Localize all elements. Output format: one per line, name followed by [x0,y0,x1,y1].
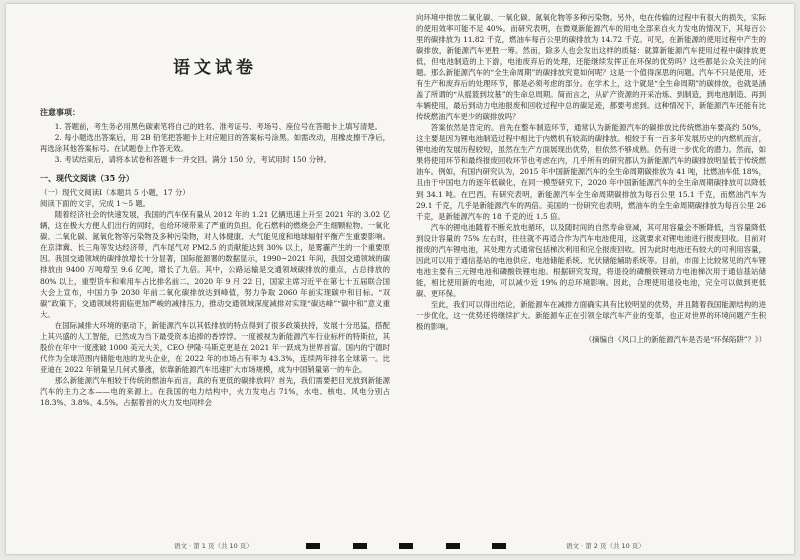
right-column [416,12,766,550]
body-paragraph: 随着经济社会的快速发展，我国的汽车保有量从 2012 年的 1.21 亿辆迅速上升至 2021 年的 3.02 亿辆，这在极大方便人们出行的同时，也给环境带来了严重的负担。化石燃料的燃烧会产生细颗粒物、一氧化碳、二氧化碳、氮氧化物等污染物及多种污染物，对人体健康、大气能见度和地球辐射平衡产生重要影响。在京津冀、长三角等发达经济带，汽车尾气对 PM2.5 的贡献能达到 30% 以上，是雾霾产生的一个重要原因。我国交通领域的碳排放增长十分显著，国际能源署的数据显示，1990~2021 年间，我国交通领域的碳排放由 9400 万吨增至 9.6 亿吨，增长了九倍。其中，公路运输是交通领域碳排放的重点，占总排放的 80% 以上，重型货车和乘用车占比排名前二。2020 年 9 月 22 日，国家主席习近平在第七十五届联合国大会上宣布，中国力争 2030 年前二氧化碳排放达到峰值，努力争取 2060 年前实现碳中和目标。“双碳”政策下，交通领域将面临更加严峻的减排压力，推动交通领域深度减排对实现“碳达峰”“碳中和”意义重大。 [40,210,390,319]
body-paragraph: 汽车的锂电池随着不断充放电循环，以及随时间的自然寿命衰减，其可用容量会不断降低，当容量降低到设计容量的 75% 左右时，往往就不再适合作为汽车电池使用，这就要求对锂电池进行报废回收。目前对报废的汽车锂电池，其处理方式通常包括梯次利用和完全报废回收。因为此时电池还有较大的可利用容量，因此可以用于通信基站的电池供应、电池储能系统、光伏储能辅助系统等。目前，市面上比较常见的汽车锂电池主要有三元锂电池和磷酸铁锂电池。根据研究发现，将退役的磷酸铁锂动力电池梯次用于通信基站储能，相比使用新的电池，可以减少近 19% 的总环境影响。因此，合理使用退役电池，完全可以做到更低碳、更环保。 [416,222,766,298]
scan-marker-strip [306,543,506,549]
body-paragraph: 答案依然是肯定的。首先在整车制造环节，通常认为新能源汽车的碳排放比传统燃油车要高约 50%，这主要是因为锂电池制造过程中相比于内燃机有较高的碳排放。相较于有一百多年发展历史的内燃机而言，锂电池的发展历程较短，虽然在生产方面展现出优势，但依然不够成熟。仍有进一步优化的潜力。然而，如果将使用环节和最终报废回收环节也考虑在内，几乎所有的研究都认为新能源汽车的碳排放明显低于传统燃油车。例如，有国内研究认为，2015 年中国新能源汽车的全生命周期碳排放为 41 吨，比燃油车低 18%，且由于中国电力的逐年低碳化，在同一模型研究下，2020 年中国新能源汽车的全生命周期碳排放可以降低到 34.1 吨。在巴西，有研究表明，新能源汽车全生命周期碳排放为每百公里 15.1 千克，而燃油汽车为 29.1 千克，几乎是新能源汽车的两倍。美国的一份研究也表明，燃油车的全生命周期碳排放为每百公里 26 千克，是新能源汽车的 18 千克的近 1.5 倍。 [416,123,766,221]
notice-item: 2. 每小题选出答案后，用 2B 铅笔把答题卡上对应题目的答案标号涂黑。如需改动，用橡皮擦干净后，再选涂其他答案标号。在试题卷上作答无效。 [40,133,390,154]
scan-marker [399,543,413,549]
page-footer-right: 语文 · 第 2 页（共 10 页） [566,542,645,550]
source-citation: （摘编自《风口上的新能源汽车是否是“环保陷阱”？》） [584,334,766,344]
scan-marker [492,543,506,549]
scan-marker [306,543,320,549]
section-heading: 一、现代文阅读（35 分） [40,173,134,184]
instruction: 阅读下面的文字，完成 1～5 题。 [40,199,151,209]
body-paragraph: 那么新能源汽车相较于传统的燃油车而言，真的有更低的碳排放吗？首先，我们需要把目光放到新能源汽车的主力之本——电的来源上。在我国的电力结构中，火力发电占 71%，水电、核电、风电分别占 18.3%、3.8%、4.5%。占据着首的火力发电同样会 [40,375,390,407]
scan-marker [353,543,367,549]
exam-sheet [6,4,794,554]
left-column [40,4,390,542]
body-paragraph: 向环境中排放二氧化碳、一氧化碳、氮氧化物等多种污染物。另外，电在传输的过程中有很大的损失，实际的使用效率可能不足 40%。而研究表明，在微观新能源汽车的用电全部来自火力发电的情况下，其每百公里的碳排放为 11.82 千克，燃油车每百公里的碳排放为 14.72 千克。可见，在新能源的使用过程中产生的碳排放，新能源汽车更胜一筹。然而，除多人也会发出这样的质疑：就算新能源汽车使用过程中碳排放更低，但电池制造的上下游，电池废弃后的处理，还能继续发挥正在环保的优势吗？这些都是公众关注的问题。那么新能源汽车的“全生命周期”的碳排放究竟如何呢？这是一个值得深思的问题。汽车不只是使用，还有生产和废弃后的处理环节，都是必须考虑的部分。在学术上，这个就是“全生命周期”的碳排放，也就是涵盖了所谓的“从摇篮到坟墓”的生命总周期。简而言之，从矿产资源的开采冶炼、到制造，到电池制造、再到车辆使用，最后到动力电池报废和回收过程中总的碳足迹，都要考虑到。这种情况下，新能源汽车还能有比传统燃油汽车更少的碳排放吗？ [416,13,766,122]
notice-heading: 注意事项： [40,107,80,118]
scan-marker [446,543,460,549]
notice-item: 3. 考试结束后，请将本试卷和答题卡一并交回。满分 150 分，考试用时 150 分钟。 [54,155,331,165]
page-footer-left: 语文 · 第 1 页（共 10 页） [174,542,253,550]
notice-item: 1. 答题前，考生务必用黑色碳素笔将自己的姓名、准考证号、考场号、座位号在答题卡上填写清楚。 [54,122,382,132]
body-paragraph: 至此，我们可以得出结论，新能源车在减排方面确实具有比较明显的优势，并且随着我国能源结构的进一步优化，这一优势还将继续扩大。新能源车正在引领全球汽车产业的变革，也正对世界的环境问题产生积极的影响。 [416,299,766,331]
body-paragraph: 在国际减排大环境的驱动下，新能源汽车以其低排放的特点得到了很多政策扶持，发展十分迅猛，搭配上其兴盛的人工智能，已然成为当下最受资本追捧的香饽饽。一度被视为新能源汽车行业标杆的特斯拉，其股价在年中一度涨破 1000 美元大关，CEO 伊隆·马斯克更是在 2021 年一跃成为世界首富。国内的宁德时代作为全球范围内储能电池的龙头企业，在 2022 年的市场占有率为 43.3%，连续两年排名全球第一。比亚迪在 2022 年销量呈几何式暴涨，依靠新能源汽车迅速扩大市场规模，成为中国销量第一的车企。 [40,320,390,374]
page-title: 语文试卷 [173,58,257,78]
subsection-heading: （一）现代文阅读Ⅰ（本题共 5 小题，17 分） [40,188,190,198]
